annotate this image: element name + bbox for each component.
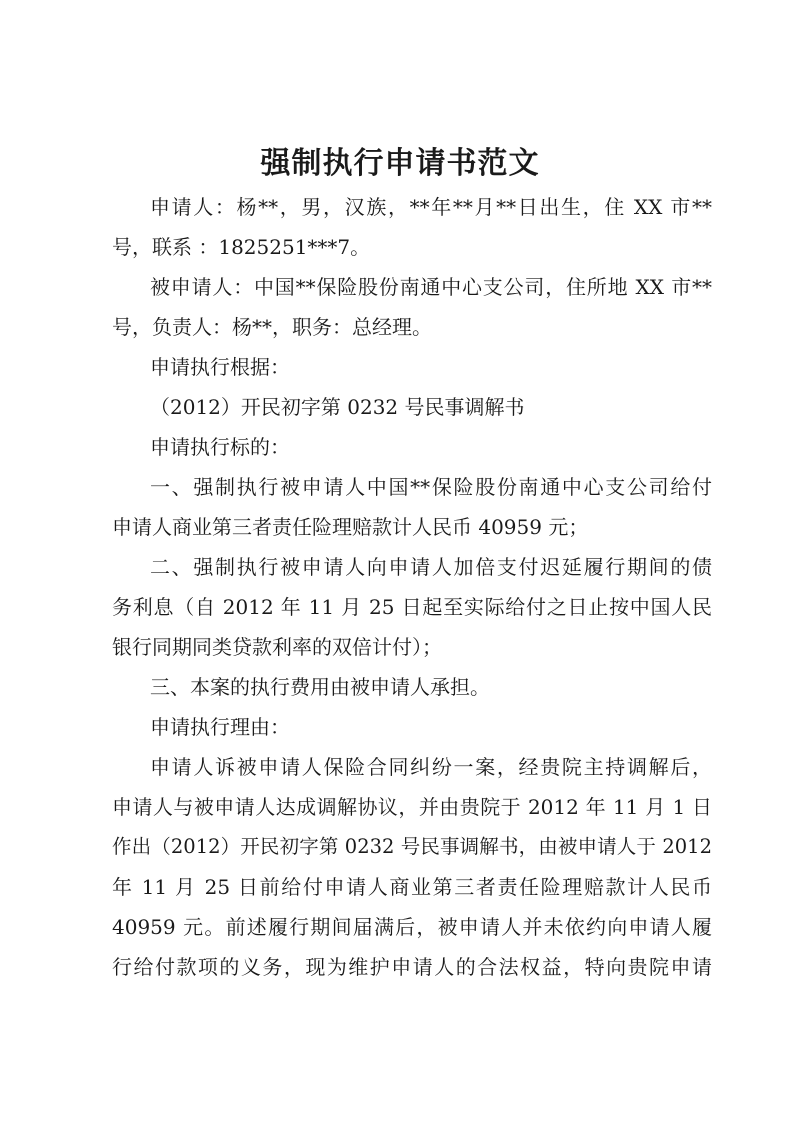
reason-heading: 申请执行理由：	[150, 715, 290, 739]
subject-item-1-line-2: 申请人商业第三者责任险理赔款计人民币 40959 元；	[112, 515, 589, 539]
reason-line-2: 申请人与被申请人达成调解协议，并由贵院于 2012 年 11 月 1 日	[112, 795, 712, 819]
subject-heading: 申请执行标的：	[150, 435, 290, 459]
basis-document: （2012）开民初字第 0232 号民事调解书	[150, 395, 525, 419]
reason-line-5: 40959 元。前述履行期间届满后，被申请人并未依约向申请人履	[112, 915, 712, 939]
respondent-line-1: 被申请人：中国**保险股份南通中心支公司，住所地 XX 市**	[150, 275, 712, 299]
subject-item-2-line-2: 务利息（自 2012 年 11 月 25 日起至实际给付之日止按中国人民	[112, 595, 712, 619]
document-title: 强制执行申请书范文	[260, 146, 540, 181]
basis-heading: 申请执行根据：	[150, 355, 290, 379]
applicant-line-2: 号，联系 ：1825251***7。	[112, 235, 371, 259]
reason-line-4: 年 11 月 25 日前给付申请人商业第三者责任险理赔款计人民币	[112, 875, 712, 899]
applicant-line-1: 申请人：杨**，男，汉族，**年**月**日出生，住 XX 市**	[150, 195, 712, 219]
reason-line-3: 作出（2012）开民初字第 0232 号民事调解书，由被申请人于 2012	[112, 835, 712, 858]
respondent-line-2: 号，负责人：杨**，职务：总经理。	[112, 315, 432, 339]
subject-item-3: 三、本案的执行费用由被申请人承担。	[150, 675, 490, 699]
subject-item-2-line-3: 银行同期同类贷款利率的双倍计付）；	[112, 635, 442, 659]
subject-item-1-line-1: 一、强制执行被申请人中国**保险股份南通中心支公司给付	[150, 475, 712, 499]
reason-line-1: 申请人诉被申请人保险合同纠纷一案，经贵院主持调解后，	[150, 755, 712, 779]
reason-line-6: 行给付款项的义务，现为维护申请人的合法权益，特向贵院申请	[112, 955, 712, 979]
subject-item-2-line-1: 二、强制执行被申请人向申请人加倍支付迟延履行期间的债	[150, 555, 712, 579]
